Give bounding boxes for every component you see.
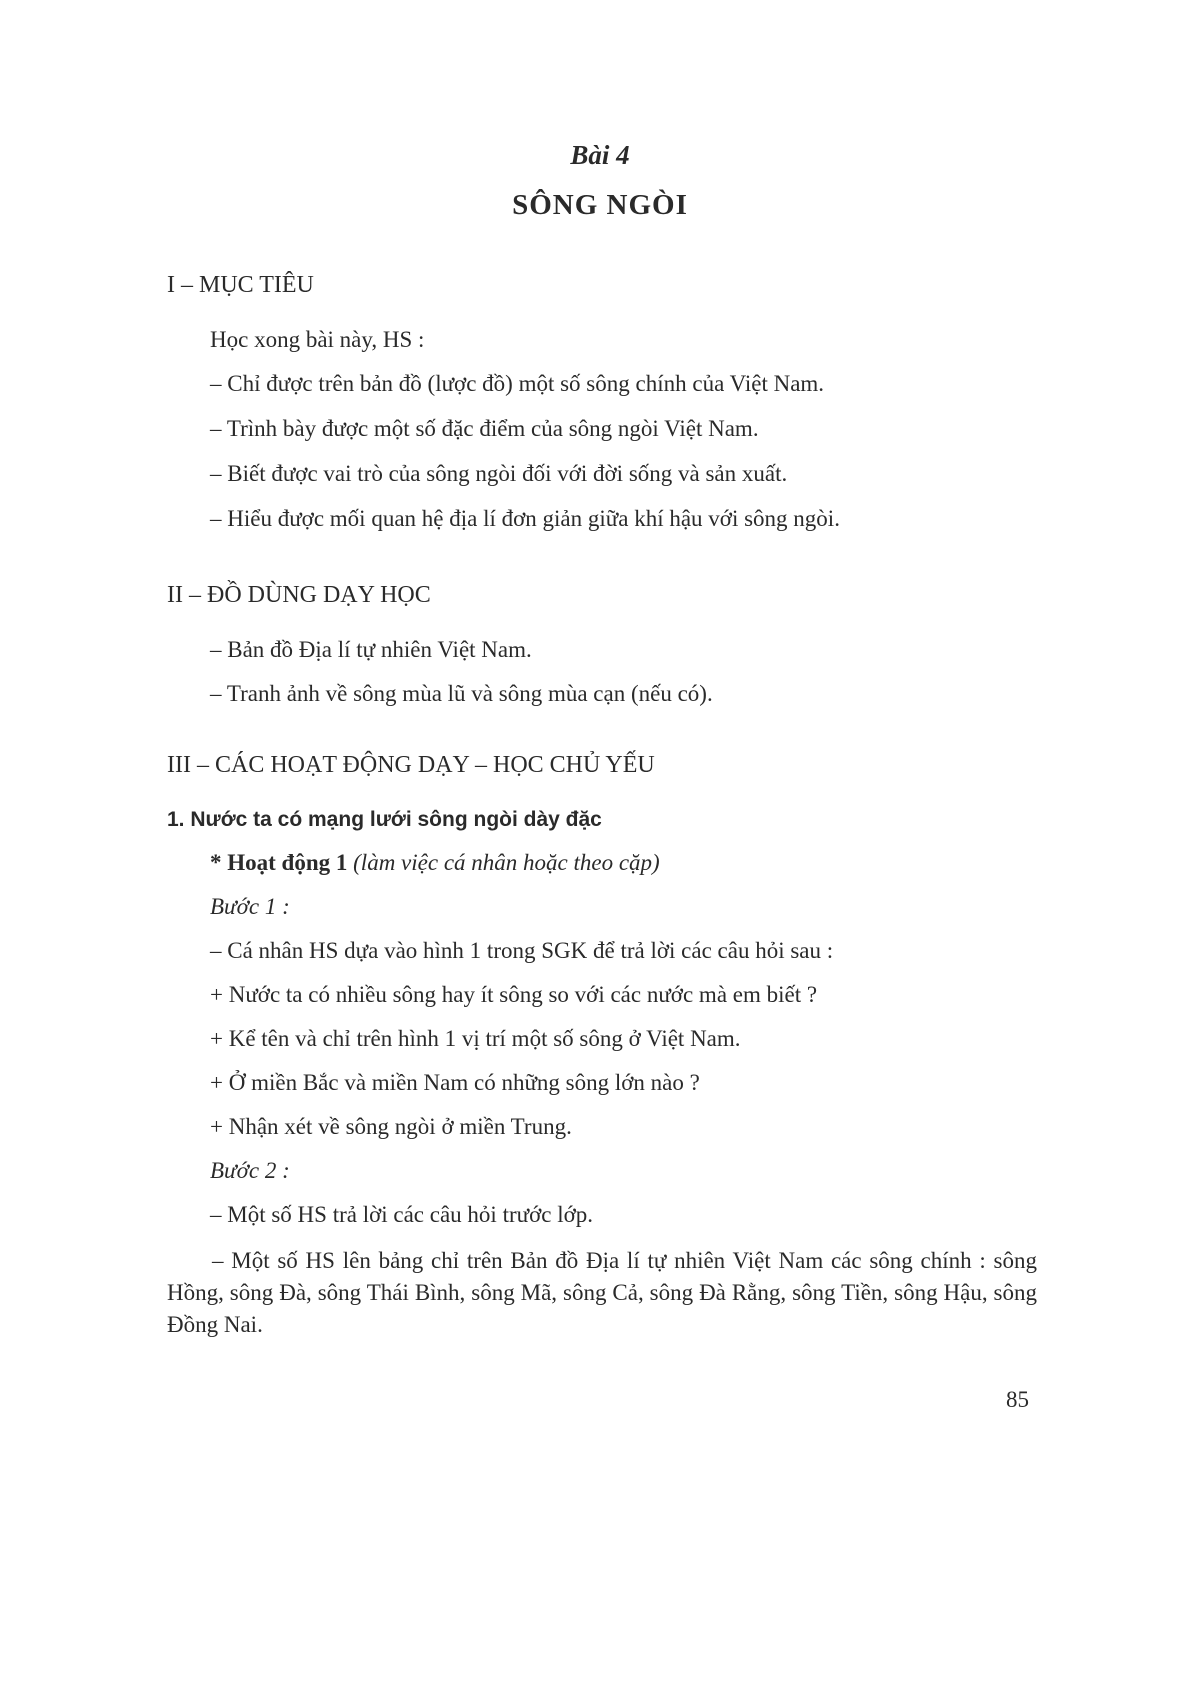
page-number: 85: [1006, 1387, 1029, 1412]
objectives-heading: I – MỤC TIÊU: [167, 272, 314, 298]
objective-item: – Hiểu được mối quan hệ địa lí đơn giản giữa khí hậu với sông ngòi.: [210, 506, 840, 531]
materials-heading: II – ĐỒ DÙNG DẠY HỌC: [167, 582, 431, 608]
activity-title: * Hoạt động 1: [210, 850, 348, 875]
step-2-line: – Một số HS trả lời các câu hỏi trước lớp.: [210, 1202, 594, 1227]
objective-item: – Chỉ được trên bản đồ (lược đồ) một số sông chính của Việt Nam.: [210, 371, 825, 396]
step-2-label: Bước 2 :: [210, 1158, 290, 1183]
activity-note: (làm việc cá nhân hoặc theo cặp): [353, 850, 660, 875]
activities-heading: III – CÁC HOẠT ĐỘNG DẠY – HỌC CHỦ YẾU: [167, 752, 655, 778]
step-1-line: + Nước ta có nhiều sông hay ít sông so với các nước mà em biết ?: [210, 982, 818, 1007]
step-1-line: – Cá nhân HS dựa vào hình 1 trong SGK để trả lời các câu hỏi sau :: [210, 938, 834, 963]
lesson-number: Bài 4: [570, 140, 630, 170]
step-2-paragraph: – Một số HS lên bảng chỉ trên Bản đồ Địa lí tự nhiên Việt Nam các sông chính : sông Hồng, sông Đà, sông Thái Bình, sông Mã, sông Cả, sông Đà Rằng, sông Tiền, sông Hậu, sông Đồng Nai.: [167, 1248, 1037, 1337]
objective-item: – Biết được vai trò của sông ngòi đối với đời sống và sản xuất.: [210, 461, 788, 486]
objective-item: – Trình bày được một số đặc điểm của sông ngòi Việt Nam.: [210, 416, 759, 441]
step-1-line: + Ở miền Bắc và miền Nam có những sông lớn nào ?: [210, 1070, 700, 1095]
material-item: – Bản đồ Địa lí tự nhiên Việt Nam.: [210, 637, 532, 662]
objectives-intro: Học xong bài này, HS :: [210, 327, 425, 352]
activity-line: [210, 848, 660, 878]
step-1-line: + Kể tên và chỉ trên hình 1 vị trí một số sông ở Việt Nam.: [210, 1026, 741, 1051]
material-item: – Tranh ảnh về sông mùa lũ và sông mùa cạn (nếu có).: [210, 681, 713, 706]
step-1-line: + Nhận xét về sông ngòi ở miền Trung.: [210, 1114, 572, 1139]
subsection-heading: 1. Nước ta có mạng lưới sông ngòi dày đặc: [167, 808, 602, 831]
step-1-label: Bước 1 :: [210, 894, 290, 919]
lesson-title: SÔNG NGÒI: [512, 189, 688, 221]
